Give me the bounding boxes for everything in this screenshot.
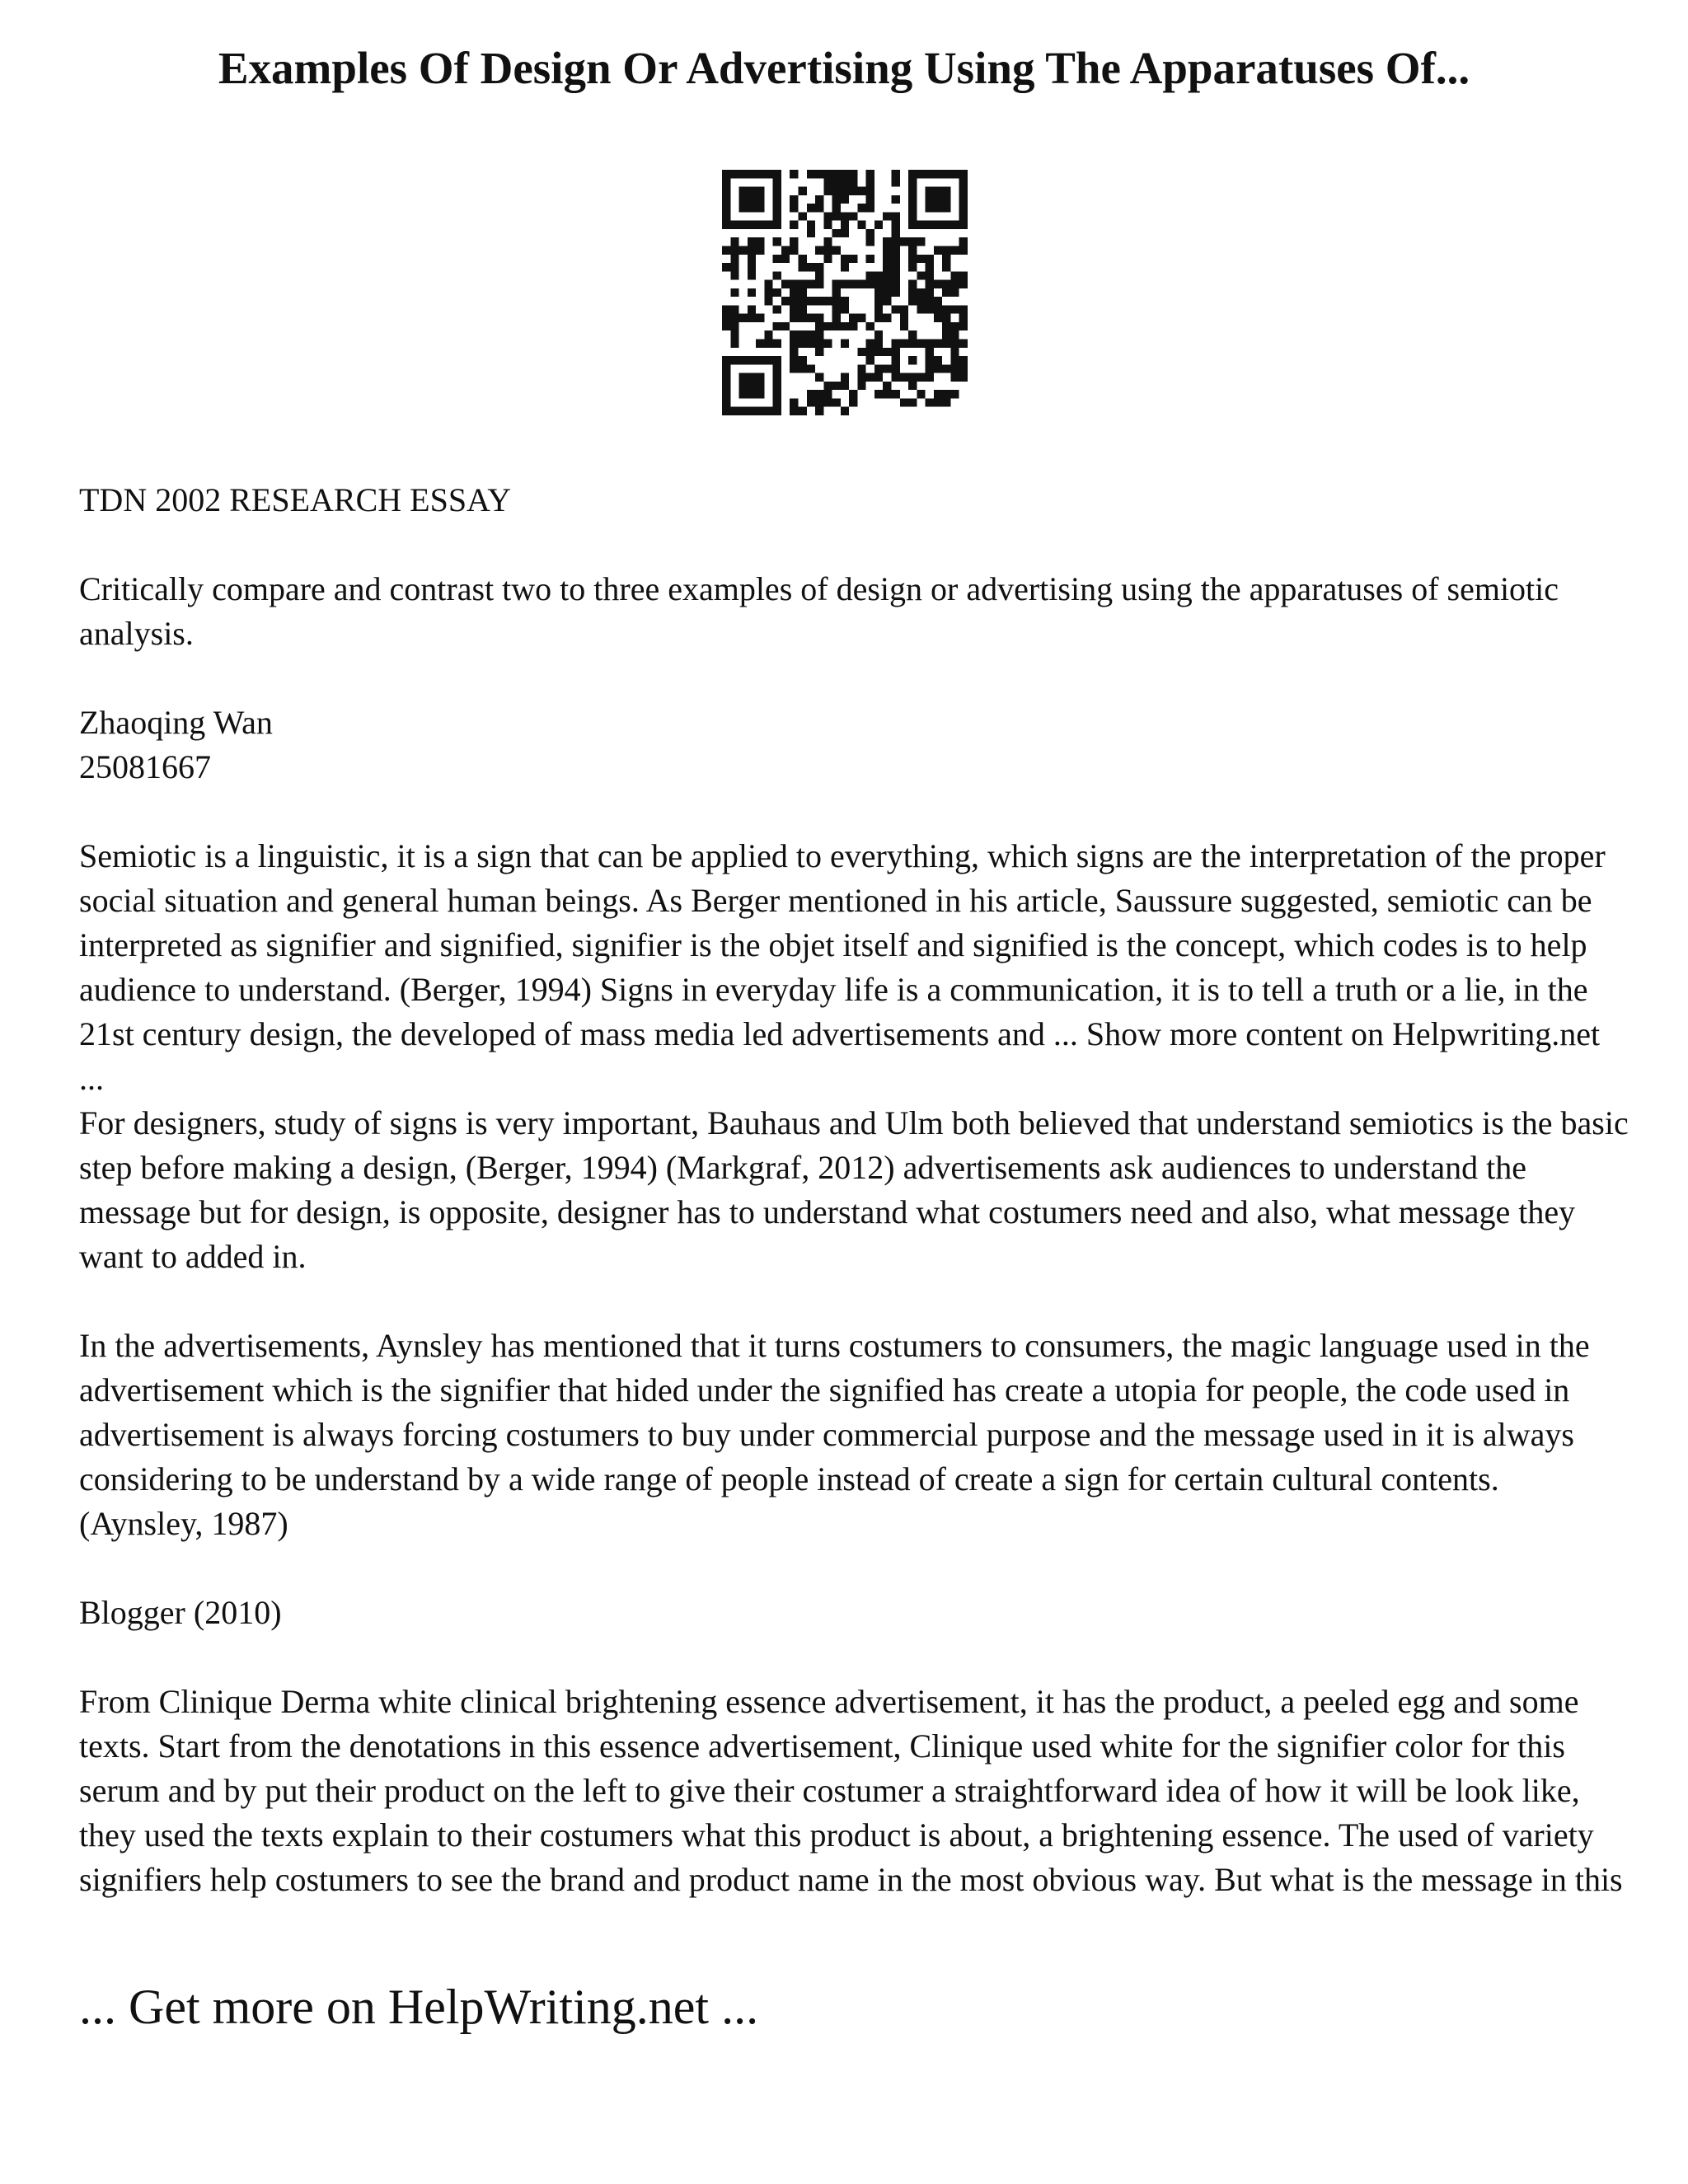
author-name: Zhaoqing Wan (79, 704, 273, 741)
paragraph: From Clinique Derma white clinical brightening essence advertisement, it has the product, a peeled egg and some texts. Start from the denotations in this essence advertisement, Clinique used white for the signifier color for this serum and by put their product on the left to give their costumer a straightforward idea of how it will be look like, they used the texts explain to their costumers what this product is about, a brightening essence. The used of variety signifiers help costumers to see the brand and product name in the most obvious way. But what is the message in this (79, 1683, 1623, 1898)
essay-body (79, 478, 1629, 1947)
course-heading: TDN 2002 RESEARCH ESSAY (79, 481, 512, 518)
essay-prompt: Critically compare and contrast two to three examples of design or advertising using the apparatuses of semiotic analysis. (79, 570, 1559, 652)
figure-caption: Blogger (2010) (79, 1594, 282, 1631)
page-title: Examples Of Design Or Advertising Using The Apparatuses Of... (218, 43, 1470, 93)
student-id: 25081667 (79, 748, 211, 785)
paragraph: Semiotic is a linguistic, it is a sign that can be applied to everything, which signs are the interpretation of the proper social situation and general human beings. As Berger mentioned in his article, Saussure suggested, semiotic can be interpreted as signifier and signified, signifier is the objet itself and signified is the concept, which codes is to help audience to understand. (Berger, 1994) Signs in everyday life is a communication, it is to tell a truth or a lie, in the 21st century design, the developed of mass media led advertisements and ... Show more content on Helpwriting.net ... (79, 837, 1606, 1097)
paragraph: For designers, study of signs is very important, Bauhaus and Ulm both believed that understand semiotics is the basic step before making a design, (Berger, 1994) (Markgraf, 2012) advertisements ask audiences to understand the message but for design, is opposite, designer has to understand what costumers need and also, what message they want to added in. (79, 1104, 1629, 1275)
get-more-link[interactable]: ... Get more on HelpWriting.net ... (79, 1980, 759, 2034)
paragraph: In the advertisements, Aynsley has mentioned that it turns costumers to consumers, the magic language used in the advertisement which is the signifier that hided under the signified has create a utopia for people, the code used in advertisement is always forcing costumers to buy under commercial purpose and the message used in it is always considering to be understand by a wide range of people instead of create a sign for certain cultural contents. (Aynsley, 1987) (79, 1327, 1590, 1542)
qr-code-icon (722, 170, 968, 415)
